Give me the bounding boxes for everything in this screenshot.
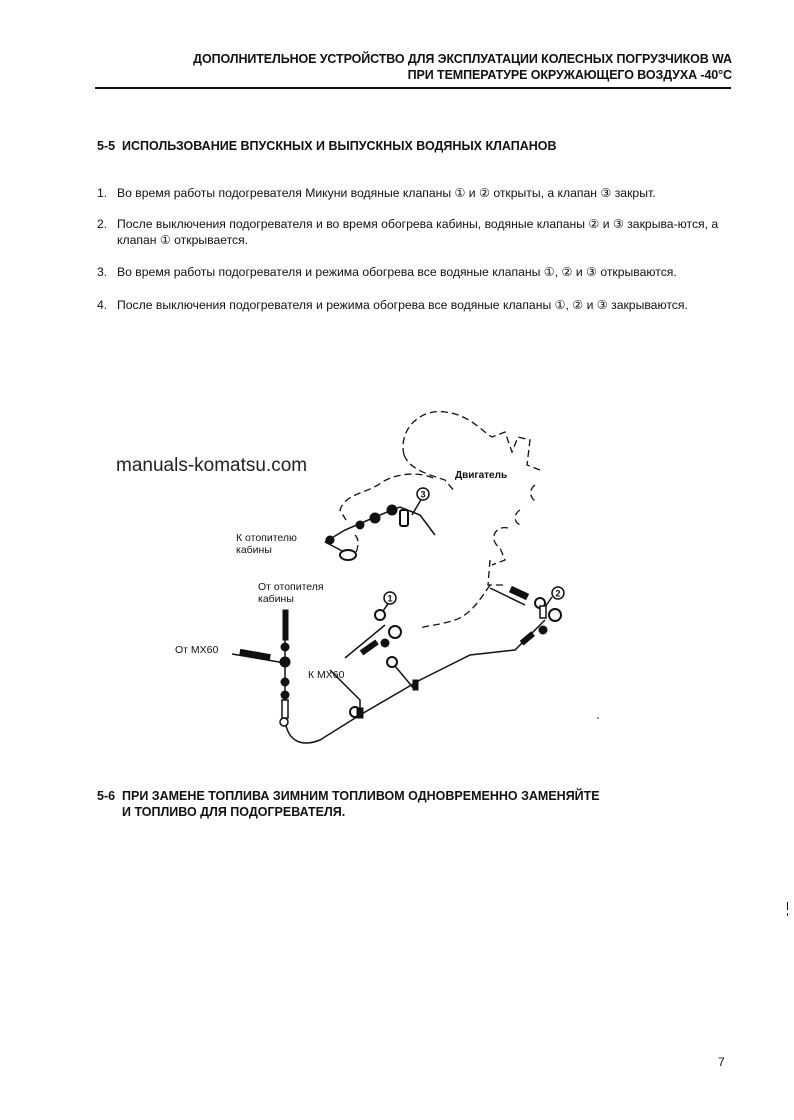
list-item: [97, 216, 731, 248]
label-engine: Двигатель: [455, 470, 508, 481]
watermark: manuals-komatsu.com: [116, 455, 308, 476]
label-to-mx60: К MX60: [308, 669, 345, 681]
list-item-text: После выключения подогревателя и режима обогрева все водяные клапаны ①, ② и ③ закрываются.: [117, 298, 688, 312]
label-line: К отопителю: [236, 532, 297, 544]
header-line-2: ПРИ ТЕМПЕРАТУРЕ ОКРУЖАЮЩЕГО ВОЗДУХА -40°C: [407, 68, 732, 82]
list-item-number: 3.: [97, 265, 108, 279]
label-to-cab-heater: [236, 532, 297, 556]
running-header: [193, 51, 732, 83]
section-number: 5-5: [97, 139, 116, 153]
list-item-text: Во время работы подогревателя Микуни водяные клапаны ① и ② открыты, а клапан ③ закрыт.: [117, 186, 656, 200]
margin-mark: [787, 913, 788, 916]
section-5-6-title: [97, 788, 600, 820]
list-item-number: 1.: [97, 186, 108, 200]
callout-3: 3: [420, 489, 426, 500]
section-heading: ИСПОЛЬЗОВАНИЕ ВПУСКНЫХ И ВЫПУСКНЫХ ВОДЯНЫХ КЛАПАНОВ: [122, 139, 557, 153]
label-from-mx60: От MX60: [175, 644, 219, 656]
list-item-number: 4.: [97, 298, 108, 312]
callout-2: 2: [555, 588, 561, 599]
section-5-5-title: [97, 139, 557, 153]
page-number: 7: [718, 1055, 725, 1069]
label-line: кабины: [258, 593, 294, 605]
header-line-1: ДОПОЛНИТЕЛЬНОЕ УСТРОЙСТВО ДЛЯ ЭКСПЛУАТАЦИИ КОЛЕСНЫХ ПОГРУЗЧИКОВ WA: [193, 52, 732, 66]
valve-piping-diagram: [0, 395, 794, 765]
list-item: [97, 297, 731, 313]
margin-mark: [787, 902, 788, 910]
label-from-cab-heater: [258, 581, 324, 605]
list-item-text: После выключения подогревателя и во время обогрева кабины, водяные клапаны ② и ③ закрыва-ются, а клапан ① открывается.: [117, 217, 719, 247]
list-item: [97, 185, 737, 201]
section-number: 5-6: [97, 789, 116, 803]
piping-illustration: [0, 395, 794, 765]
header-rule: [95, 87, 731, 89]
label-line: От отопителя: [258, 581, 324, 593]
list-item-text: Во время работы подогревателя и режима обогрева все водяные клапаны ①, ② и ③ открываются.: [117, 265, 677, 279]
section-heading-line-2: И ТОПЛИВО ДЛЯ ПОДОГРЕВАТЕЛЯ.: [122, 805, 346, 819]
callout-1: 1: [387, 593, 393, 604]
list-item-number: 2.: [97, 217, 108, 231]
list-item: [97, 264, 737, 280]
section-heading-line-1: ПРИ ЗАМЕНЕ ТОПЛИВА ЗИМНИМ ТОПЛИВОМ ОДНОВРЕМЕННО ЗАМЕНЯЙТЕ: [122, 789, 600, 803]
label-line: кабины: [236, 544, 272, 556]
